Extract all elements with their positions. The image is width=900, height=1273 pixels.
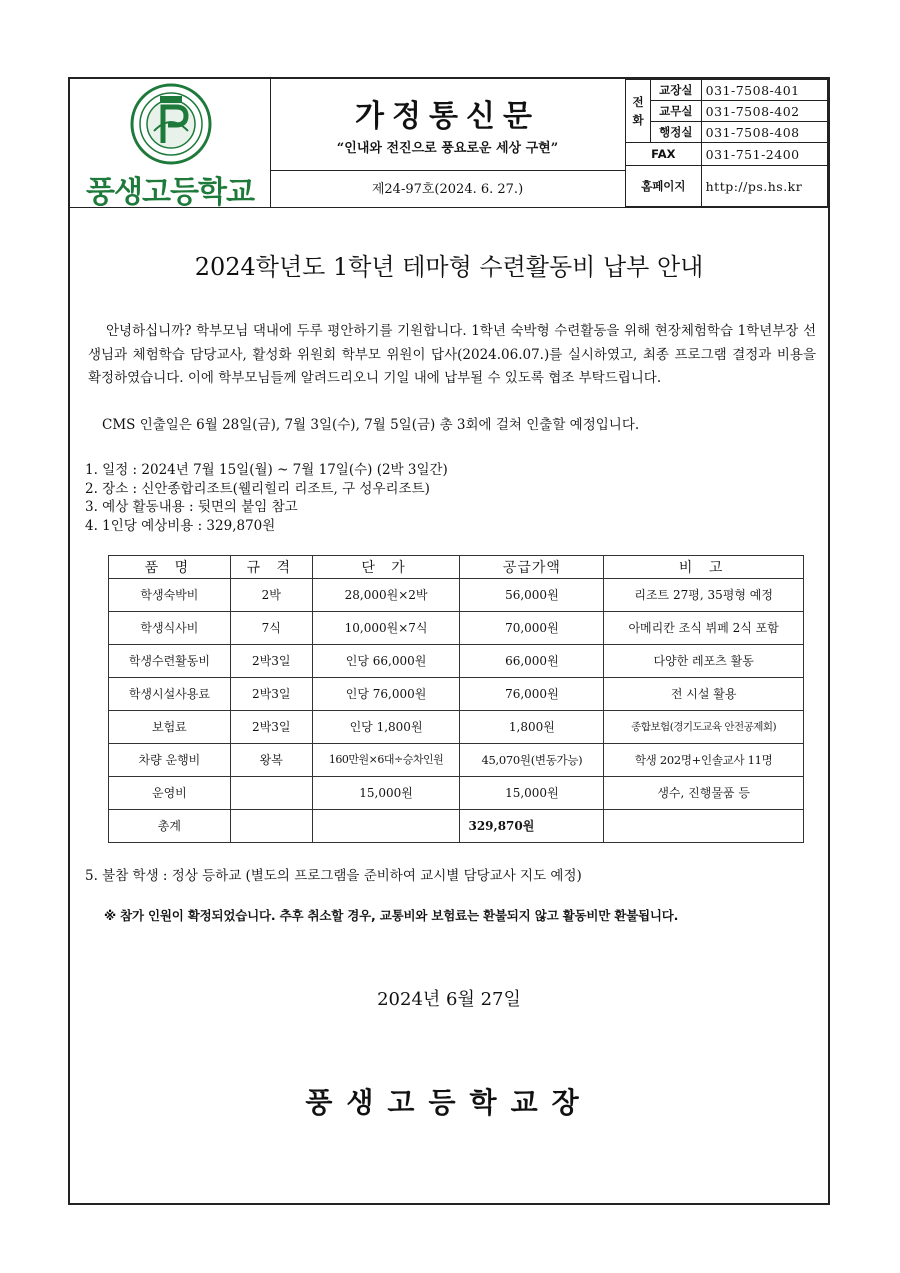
- list-item: 2. 장소 : 신안종합리조트(웰리힐리 리조트, 구 성우리조트): [85, 480, 430, 497]
- table-cell: 왕복: [230, 744, 312, 777]
- table-header-row: [109, 556, 804, 579]
- table-row: [109, 612, 804, 645]
- column-header: 공급가액: [460, 556, 604, 579]
- table-cell: 차량 운행비: [109, 744, 231, 777]
- table-cell: [230, 777, 312, 810]
- table-row: [109, 744, 804, 777]
- table-cell: 1,800원: [460, 711, 604, 744]
- column-header: 비 고: [604, 556, 804, 579]
- table-cell: 45,070원(변동가능): [460, 744, 604, 777]
- fax-number: 031-751-2400: [701, 143, 827, 166]
- info-list: [85, 461, 448, 535]
- contact-number: 031-7508-402: [701, 101, 827, 122]
- column-header: 단 가: [312, 556, 460, 579]
- cms-paragraph: CMS 인출일은 6월 28일(금), 7월 3일(수), 7월 5일(금) 총 3회에 걸쳐 인출할 예정입니다.: [102, 417, 640, 433]
- table-cell: 생수, 진행물품 등: [604, 777, 804, 810]
- list-item: 3. 예상 활동내용 : 뒷면의 붙임 참고: [85, 499, 298, 516]
- table-cell: 56,000원: [460, 579, 604, 612]
- table-row: [109, 777, 804, 810]
- school-name: 풍생고등학교: [86, 175, 254, 210]
- table-cell: 70,000원: [460, 612, 604, 645]
- table-row: [109, 579, 804, 612]
- table-cell: 329,870원: [460, 810, 604, 843]
- table-cell: 2박3일: [230, 645, 312, 678]
- table-cell: [604, 810, 804, 843]
- school-slogan: “인내와 전진으로 풍요로운 세상 구현”: [336, 141, 559, 156]
- table-cell: 2박: [230, 579, 312, 612]
- table-cell: 학생식사비: [109, 612, 231, 645]
- table-cell: 학생수련활동비: [109, 645, 231, 678]
- table-cell: 66,000원: [460, 645, 604, 678]
- table-cell: 학생숙박비: [109, 579, 231, 612]
- table-cell: 학생시설사용료: [109, 678, 231, 711]
- table-cell: 28,000원×2박: [312, 579, 460, 612]
- homepage-link[interactable]: http://ps.hs.kr: [701, 166, 827, 207]
- table-cell: 15,000원: [312, 777, 460, 810]
- table-cell: 인당 66,000원: [312, 645, 460, 678]
- table-cell: 15,000원: [460, 777, 604, 810]
- document-page: [68, 77, 830, 1205]
- column-header: 품 명: [109, 556, 231, 579]
- table-row: [109, 645, 804, 678]
- column-header: 규 격: [230, 556, 312, 579]
- table-cell: 학생 202명+인솔교사 11명: [604, 744, 804, 777]
- table-cell: [230, 810, 312, 843]
- document-title: 2024학년도 1학년 테마형 수련활동비 납부 안내: [194, 253, 704, 281]
- table-cell: 인당 1,800원: [312, 711, 460, 744]
- table-cell: 160만원×6대÷승차인원: [312, 744, 460, 777]
- table-cell: [312, 810, 460, 843]
- school-logo-block: [70, 79, 271, 210]
- document-date: 2024년 6월 27일: [377, 989, 521, 1010]
- table-cell: 76,000원: [460, 678, 604, 711]
- table-cell: 다양한 레포츠 활동: [604, 645, 804, 678]
- school-emblem-icon: [130, 83, 212, 165]
- newsletter-title: 가정통신문: [355, 99, 540, 134]
- fax-label: FAX: [626, 143, 702, 166]
- table-cell: 전 시설 활용: [604, 678, 804, 711]
- intro-paragraph: 안녕하십니까? 학부모님 댁내에 두루 평안하기를 기원합니다. 1학년 숙박형 수련활동을 위해 현장체험학습 1학년부장 선생님과 체험학습 담당교사, 활성화 위원회 학부모 위원이 답사(2024.06.07.)를 실시하였고, 최종 프로그램 결정과 비용을 확정하였습니다. 이에 학부모님들께 알려드리오니 기일 내에 납부될 수 있도록 협조 부탁드립니다.: [88, 323, 816, 386]
- table-cell: 종합보험(경기도교육 안전공제회): [604, 711, 804, 744]
- table-cell: 보험료: [109, 711, 231, 744]
- table-cell: 2박3일: [230, 711, 312, 744]
- table-row: [109, 678, 804, 711]
- contact-table: [625, 79, 828, 207]
- contact-label: 교무실: [651, 101, 702, 122]
- table-cell: 총계: [109, 810, 231, 843]
- homepage-label: 홈페이지: [626, 166, 702, 207]
- table-row-total: [109, 810, 804, 843]
- table-cell: 리조트 27평, 35평형 예정: [604, 579, 804, 612]
- contact-number: 031-7508-408: [701, 122, 827, 143]
- table-row: [109, 711, 804, 744]
- cost-table: [108, 555, 804, 843]
- table-cell: 2박3일: [230, 678, 312, 711]
- contact-label: 교장실: [651, 80, 702, 101]
- refund-notice: ※ 참가 인원이 확정되었습니다. 추후 취소할 경우, 교통비와 보험료는 환불되지 않고 활동비만 환불됩니다.: [104, 908, 679, 923]
- issue-number: 제24-97호(2024. 6. 27.): [371, 182, 524, 197]
- signer: 풍생고등학교장: [305, 1086, 593, 1119]
- table-cell: 7식: [230, 612, 312, 645]
- table-cell: 아메리칸 조식 뷔페 2식 포함: [604, 612, 804, 645]
- letterhead: [70, 79, 828, 208]
- list-item: 5. 불참 학생 : 정상 등하교 (별도의 프로그램을 준비하여 교시별 담당교사 지도 예정): [85, 868, 582, 884]
- table-cell: 10,000원×7식: [312, 612, 460, 645]
- title-block: [270, 79, 626, 207]
- contact-label: 행정실: [651, 122, 702, 143]
- list-item: 1. 일정 : 2024년 7월 15일(월) ~ 7월 17일(수) (2박 3일간): [85, 462, 448, 478]
- table-cell: 인당 76,000원: [312, 678, 460, 711]
- list-item: 4. 1인당 예상비용 : 329,870원: [85, 517, 276, 534]
- contact-number: 031-7508-401: [701, 80, 827, 101]
- divider: [270, 170, 625, 171]
- phone-label: 전화: [626, 80, 651, 143]
- table-cell: 운영비: [109, 777, 231, 810]
